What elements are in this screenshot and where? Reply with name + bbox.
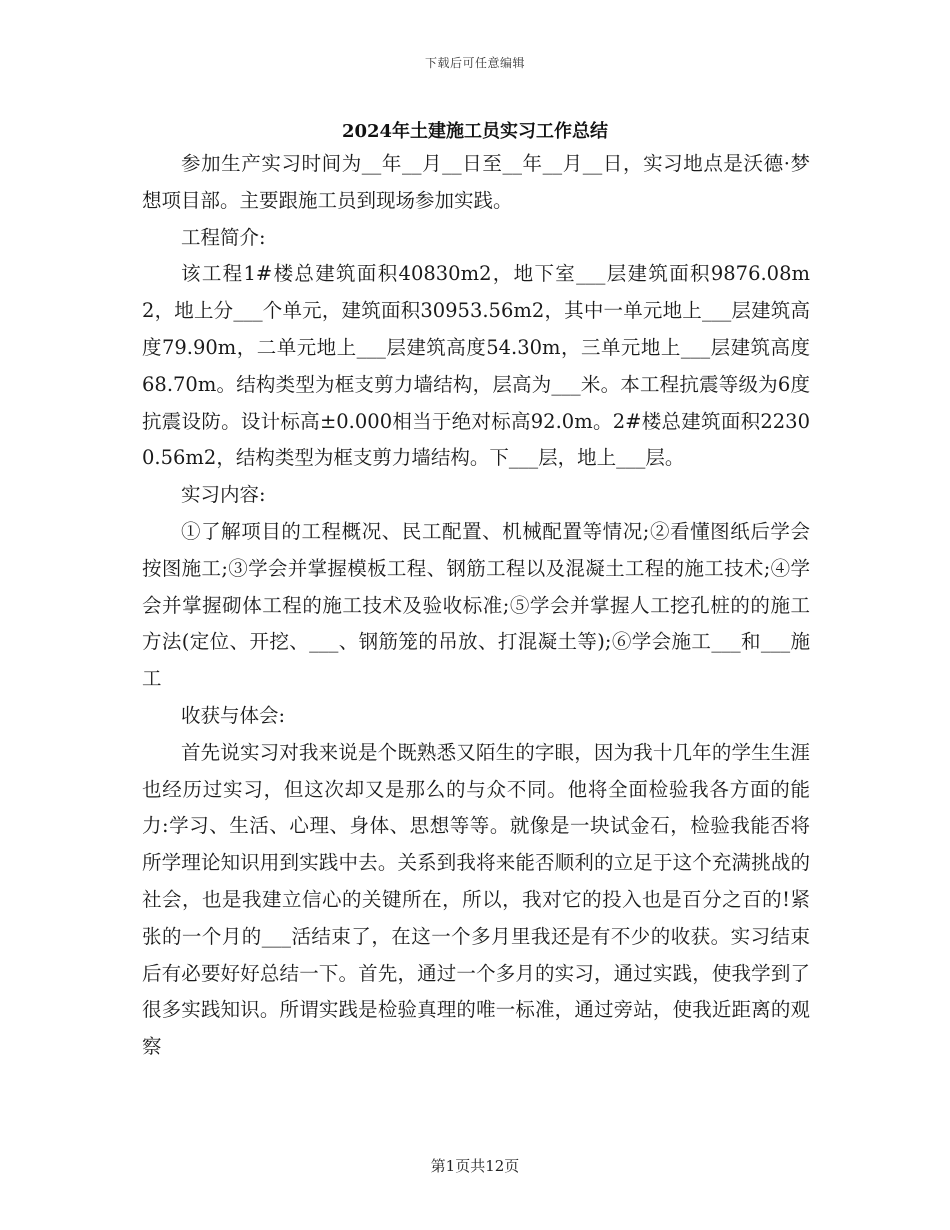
document-body [142,146,810,1066]
page-number: 第1页共12页 [430,1157,520,1175]
section-heading-project-overview: 工程简介: [181,225,266,249]
document-title: 2024年土建施工员实习工作总结 [341,121,609,142]
paragraph-gains: 首先说实习对我来说是个既熟悉又陌生的字眼，因为我十几年的学生生涯也经历过实习，但这次却又是那么的与众不同。他将全面检验我各方面的能力:学习、生活、心理、身体、思想等等。就像是一块试金石，检验我能否将所学理论知识用到实践中去。关系到我将来能否顺利的立足于这个充满挑战的社会，也是我建立信心的关键所在，所以，我对它的投入也是百分之百的!紧张的一个月的___活结束了，在这一个多月里我还是有不少的收获。实习结束后有必要好好总结一下。首先，通过一个多月的实习，通过实践，使我学到了很多实践知识。所谓实践是检验真理的唯一标准，通过旁站，使我近距离的观察 [142,740,810,1059]
header-note: 下载后可任意编辑 [424,56,525,70]
section-heading-internship-content: 实习内容: [181,483,266,507]
paragraph-internship-content: ①了解项目的工程概况、民工配置、机械配置等情况;②看懂图纸后学会按图施工;③学会并掌握模板工程、钢筋工程以及混凝土工程的施工技术;④学会并掌握砌体工程的施工技术及验收标准;⑤学会并掌握人工挖孔桩的的施工方法(定位、开挖、___、钢筋笼的吊放、打混凝土等);⑥学会施工___和___施工 [142,519,810,691]
paragraph-project-overview: 该工程1#楼总建筑面积40830m2，地下室___层建筑面积9876.08m2，地上分___个单元，建筑面积30953.56m2，其中一单元地上___层建筑高度79.90m，二单元地上___层建筑高度54.30m，三单元地上___层建筑高度68.70m。结构类型为框支剪力墙结构，层高为___米。本工程抗震等级为6度抗震设防。设计标高±0.000相当于绝对标高92.0m。2#楼总建筑面积22300.56m2，结构类型为框支剪力墙结构。下___层，地上___层。 [142,262,810,470]
paragraph-intro: 参加生产实习时间为__年__月__日至__年__月__日，实习地点是沃德·梦想项目部。主要跟施工员到现场参加实践。 [142,152,810,212]
section-heading-gains: 收获与体会: [181,703,286,727]
